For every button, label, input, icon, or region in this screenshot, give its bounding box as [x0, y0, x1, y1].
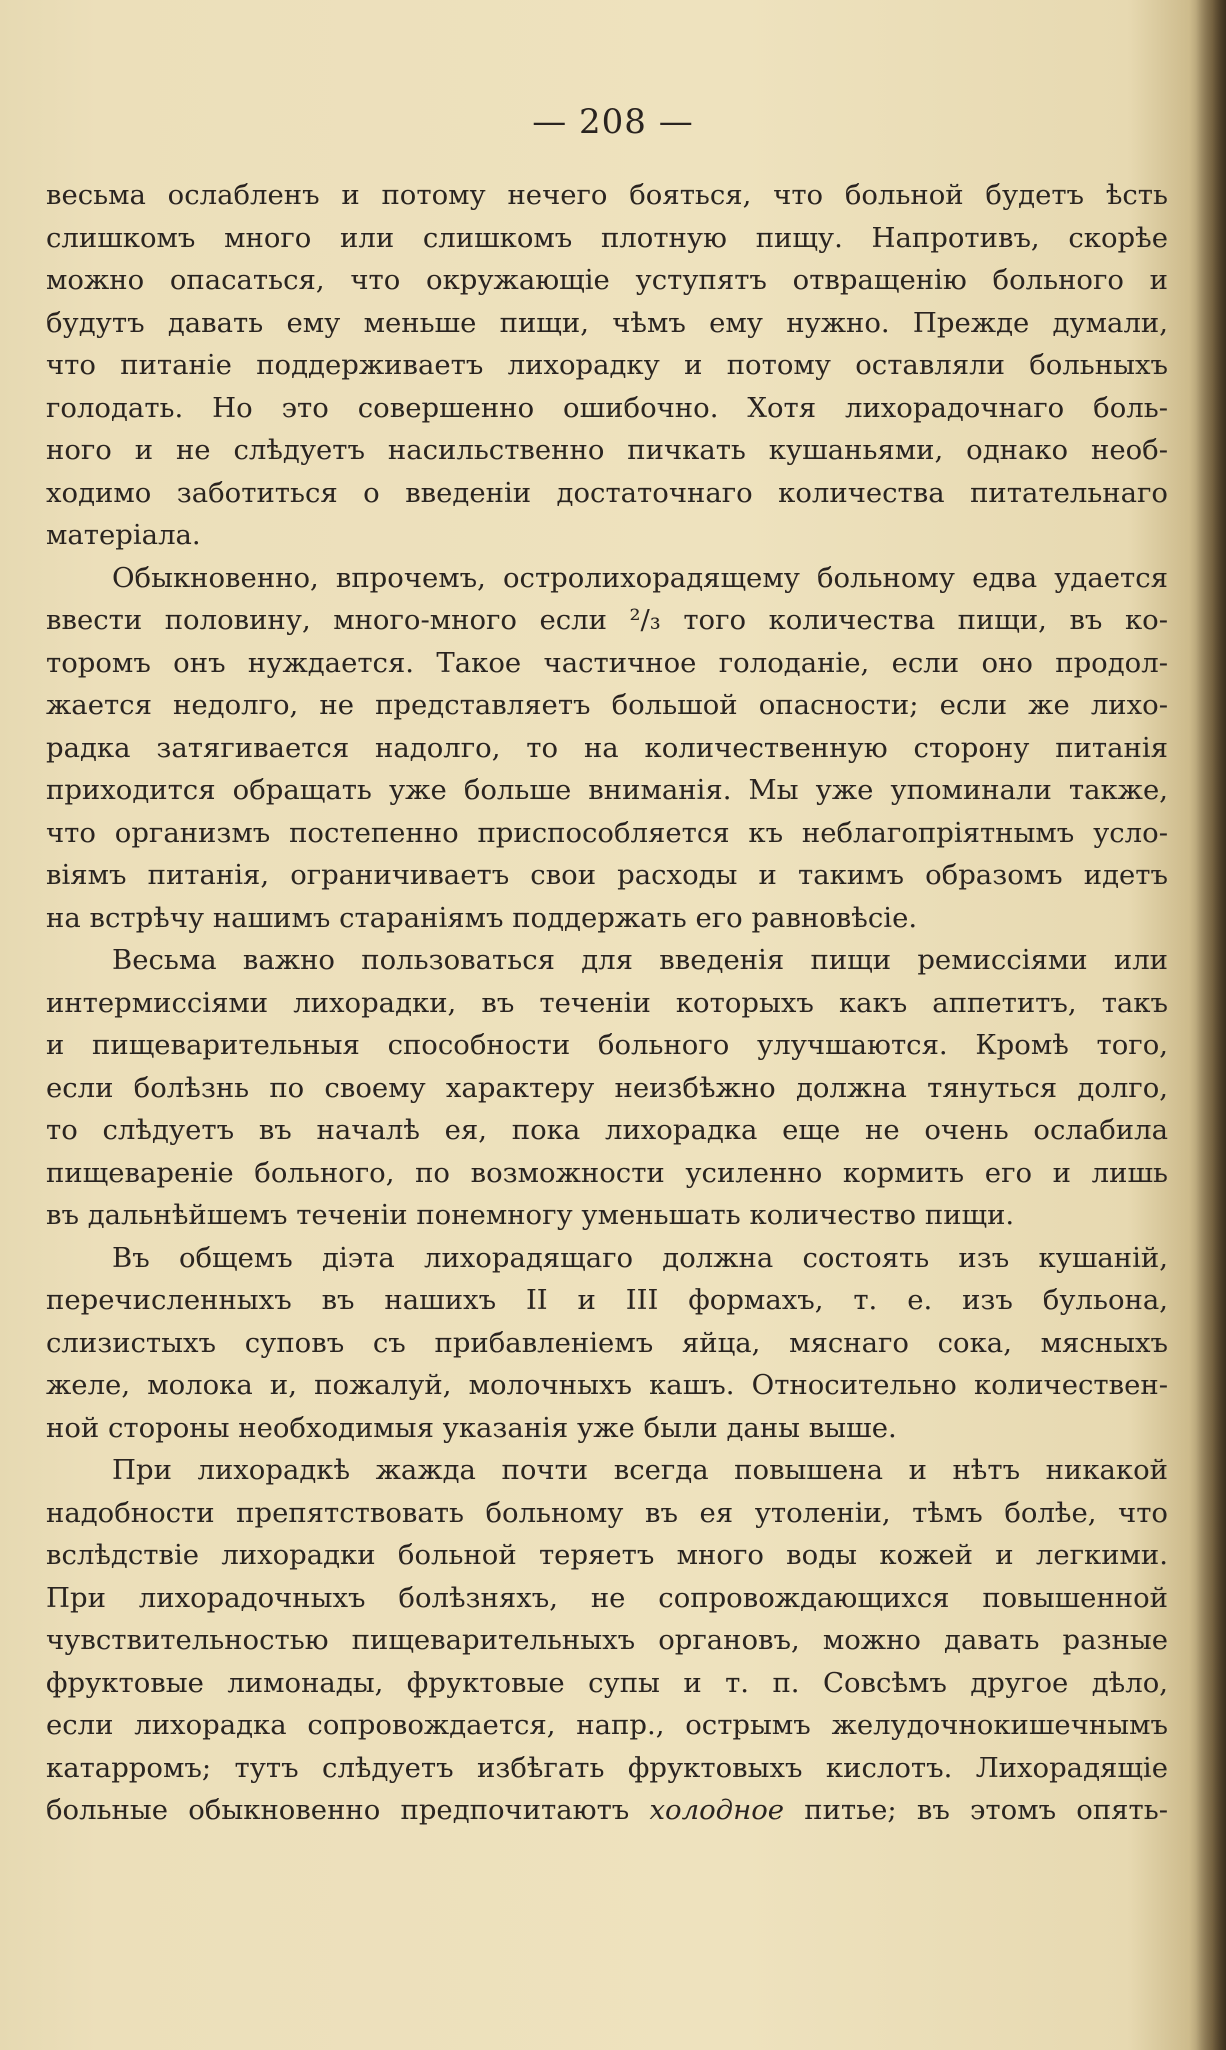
text-line: въ дальнѣйшемъ теченіи понемногу уменьшать количество пищи.: [46, 1199, 1015, 1231]
text-line: весьма ослабленъ и потому нечего бояться, что больной будетъ ѣсть: [46, 179, 1168, 211]
text-line: торомъ онъ нуждается. Такое частичное голоданіе, если оно продол-: [46, 646, 1168, 679]
text-line: приходится обращать уже больше вниманія. Мы уже упоминали также,: [46, 774, 1168, 806]
page-number: — 208 —: [532, 102, 694, 142]
text-line: радка затягивается надолго, то на количественную сторону питанія: [46, 731, 1168, 764]
text-line: голодать. Но это совершенно ошибочно. Хотя лихорадочнаго боль-: [46, 391, 1168, 424]
page-spine-shadow: [1196, 0, 1226, 2050]
page-body: [46, 174, 1168, 1832]
text-line: будутъ давать ему меньше пищи, чѣмъ ему нужно. Прежде думали,: [46, 306, 1168, 339]
text-line: и пищеварительныя способности больного улучшаются. Кромѣ того,: [46, 1029, 1168, 1061]
text-line: что организмъ постепенно приспособляется къ неблагопріятнымъ усло-: [46, 816, 1168, 849]
text-line: то слѣдуетъ въ началѣ ея, пока лихорадка еще не очень ослабила: [46, 1114, 1168, 1146]
text-line: пищевареніе больного, по возможности усиленно кормить его и лишь: [46, 1156, 1168, 1189]
text-line: слизистыхъ суповъ съ прибавленіемъ яйца, мяснаго сока, мясныхъ: [46, 1326, 1168, 1359]
text-line: При лихорадочныхъ болѣзняхъ, не сопровождающихся повышенной: [46, 1581, 1168, 1614]
text-line: на встрѣчу нашимъ стараніямъ поддержать его равновѣсіе.: [46, 901, 918, 934]
text-line: ходимо заботиться о введеніи достаточнаго количества питательнаго: [46, 476, 1168, 509]
italic-emphasis: холодное: [649, 1794, 785, 1826]
paragraph-start-line: При лихорадкѣ жажда почти всегда повышена и нѣтъ никакой: [112, 1454, 1168, 1486]
text-line: интермиссіями лихорадки, въ теченіи которыхъ какъ аппетитъ, такъ: [46, 986, 1168, 1019]
text-line: віямъ питанія, ограничиваетъ свои расходы и такимъ образомъ идетъ: [46, 859, 1168, 891]
text-line: если болѣзнь по своему характеру неизбѣжно должна тянуться долго,: [46, 1071, 1168, 1104]
text-line: желе, молока и, пожалуй, молочныхъ кашъ. Относительно количествен-: [46, 1369, 1168, 1401]
text-segment: питье; въ этомъ опять-: [804, 1794, 1168, 1826]
text-line-with-italic: [46, 1789, 1168, 1832]
text-line: жается недолго, не представляетъ большой опасности; если же лихо-: [46, 689, 1168, 721]
text-line: перечисленныхъ въ нашихъ II и III формахъ, т. е. изъ бульона,: [46, 1284, 1168, 1316]
text-line: фруктовые лимонады, фруктовые супы и т. п. Совсѣмъ другое дѣло,: [46, 1666, 1168, 1699]
text-line: если лихорадка сопровождается, напр., острымъ желудочнокишечнымъ: [46, 1709, 1168, 1741]
text-line: вслѣдствіе лихорадки больной теряетъ много воды кожей и легкими.: [46, 1539, 1168, 1571]
text-line: ввести половину, много-много если ²/₃ того количества пищи, въ ко-: [46, 604, 1168, 636]
paragraph-start-line: Обыкновенно, впрочемъ, остролихорадящему больному едва удается: [112, 561, 1168, 594]
text-line: чувствительностью пищеварительныхъ органовъ, можно давать разные: [46, 1624, 1168, 1656]
text-line: слишкомъ много или слишкомъ плотную пищу. Напротивъ, скорѣе: [46, 221, 1168, 254]
paragraph-start-line: Въ общемъ діэта лихорадящаго должна состоять изъ кушаній,: [112, 1241, 1168, 1274]
text-line: ного и не слѣдуетъ насильственно пичкать кушаньями, однако необ-: [46, 434, 1168, 466]
text-line: что питаніе поддерживаетъ лихорадку и потому оставляли больныхъ: [46, 349, 1168, 381]
text-line: можно опасаться, что окружающіе уступятъ отвращенію больного и: [46, 264, 1168, 296]
text-line: катарромъ; тутъ слѣдуетъ избѣгать фруктовыхъ кислотъ. Лихорадящіе: [46, 1751, 1168, 1784]
text-line: ной стороны необходимыя указанія уже были даны выше.: [46, 1411, 897, 1444]
paragraph-start-line: Весьма важно пользоваться для введенія пищи ремиссіями или: [112, 944, 1168, 976]
text-line: надобности препятствовать больному въ ея утоленіи, тѣмъ болѣе, что: [46, 1496, 1168, 1529]
text-segment: больные обыкновенно предпочитаютъ: [46, 1794, 630, 1826]
text-line: матеріала.: [46, 519, 201, 551]
